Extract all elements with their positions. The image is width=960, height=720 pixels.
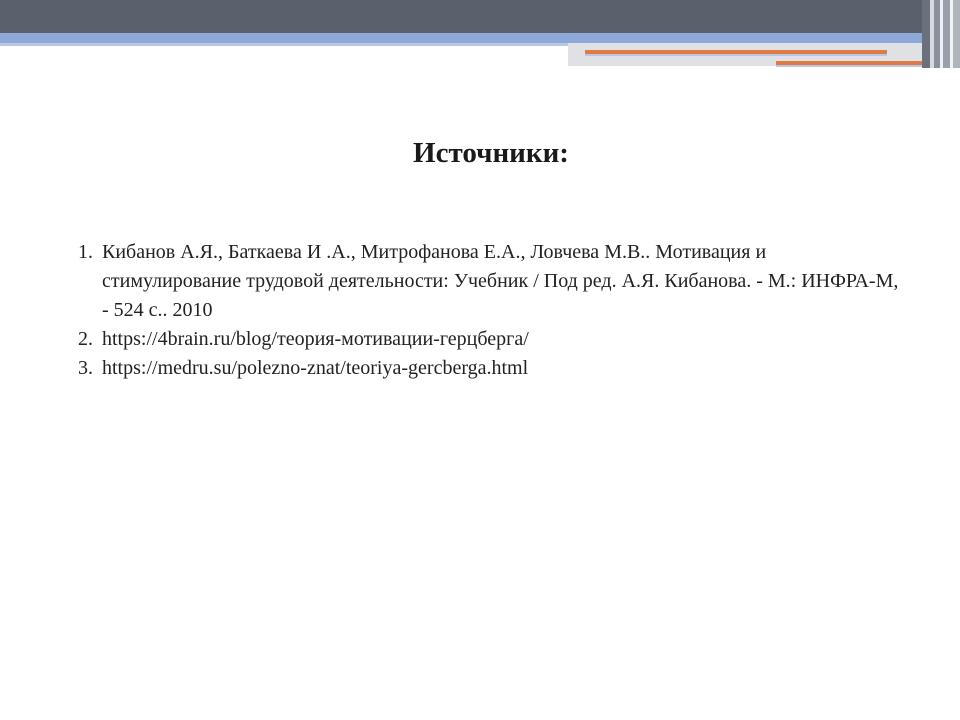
source-number: 1. xyxy=(78,241,93,263)
sources-list xyxy=(78,238,908,383)
header-blue-shadow xyxy=(0,43,568,46)
source-item xyxy=(78,325,908,354)
accent-line-lower-shadow xyxy=(776,65,942,67)
corner-stripes xyxy=(922,0,960,68)
source-text: Кибанов А.Я., Баткаева И .А., Митрофанова Е.А., Ловчева М.В.. Мотивация и стимулирование трудовой деятельности: Учебник / Под ред. А.Я. Кибанова. - М.: ИНФРА-М, - 524 с.. 2010 xyxy=(102,241,899,321)
source-link[interactable]: https://4brain.ru/blog/теория-мотивации-герцберга/ xyxy=(102,328,529,350)
header-blue-bar xyxy=(0,33,930,43)
source-item xyxy=(78,238,908,325)
slide-title: Источники: xyxy=(413,137,569,169)
source-number: 2. xyxy=(78,328,93,350)
source-link[interactable]: https://medru.su/polezno-znat/teoriya-gercberga.html xyxy=(102,357,529,379)
source-item xyxy=(78,354,908,383)
source-number: 3. xyxy=(78,357,93,379)
accent-line-upper-shadow xyxy=(585,54,887,56)
header-dark-bar xyxy=(0,0,960,33)
